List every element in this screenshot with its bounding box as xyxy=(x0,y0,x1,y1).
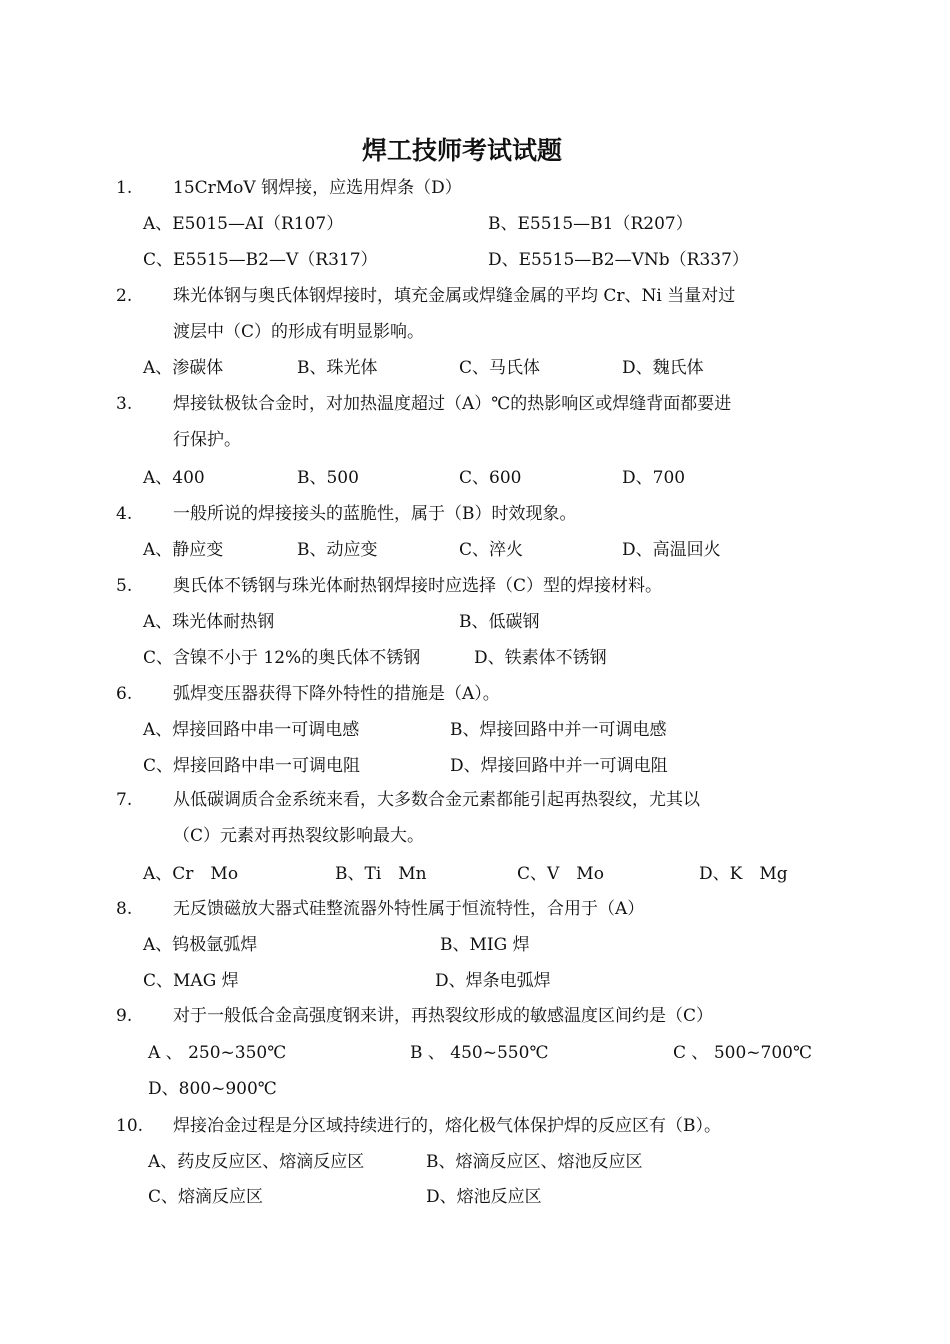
option-b: B、E5515—B1（R207） xyxy=(488,214,693,234)
option-a: A、钨极氩弧焊 xyxy=(143,935,258,955)
option-d: D、熔池反应区 xyxy=(426,1187,542,1207)
option-c: C、焊接回路中串一可调电阻 xyxy=(143,756,361,776)
option-a: A、药皮反应区、熔滴反应区 xyxy=(148,1152,365,1172)
question-number: 3. xyxy=(116,394,133,414)
option-c: C、马氏体 xyxy=(459,358,541,378)
option-d: D、铁素体不锈钢 xyxy=(474,648,607,668)
option-a: A、渗碳体 xyxy=(143,358,224,378)
option-d: D、700 xyxy=(622,468,686,488)
option-c: C、淬火 xyxy=(459,540,524,560)
option-c: C、600 xyxy=(459,468,522,488)
option-b: B、低碳钢 xyxy=(459,612,540,632)
option-c: C、含镍不小于 12%的奥氏体不锈钢 xyxy=(143,648,421,668)
option-d: D、E5515—B2—VNb（R337） xyxy=(488,250,749,270)
option-a: A、焊接回路中串一可调电感 xyxy=(143,720,360,740)
option-b: B、焊接回路中并一可调电感 xyxy=(450,720,667,740)
question-number: 10. xyxy=(116,1116,144,1136)
question-text: 从低碳调质合金系统来看，大多数合金元素都能引起再热裂纹，尤其以 xyxy=(173,790,700,810)
option-c: C 、 500~700℃ xyxy=(673,1043,812,1063)
question-number: 7. xyxy=(116,790,133,810)
question-text-continued: （C）元素对再热裂纹影响最大。 xyxy=(173,826,425,846)
option-a: A、400 xyxy=(143,468,205,488)
option-c: C、熔滴反应区 xyxy=(148,1187,264,1207)
option-a: A 、 250~350℃ xyxy=(148,1043,287,1063)
option-a: A、珠光体耐热钢 xyxy=(143,612,275,632)
question-number: 9. xyxy=(116,1006,133,1026)
option-c: C、V Mo xyxy=(517,864,604,884)
question-text: 对于一般低合金高强度钢来讲，再热裂纹形成的敏感温度区间约是（C） xyxy=(173,1006,714,1026)
question-number: 5. xyxy=(116,576,133,596)
option-b: B、珠光体 xyxy=(297,358,378,378)
question-text: 焊接冶金过程是分区域持续进行的，熔化极气体保护焊的反应区有（B）。 xyxy=(173,1116,721,1136)
option-c: C、MAG 焊 xyxy=(143,971,239,991)
question-text: 焊接钛极钛合金时，对加热温度超过（A）℃的热影响区或焊缝背面都要进 xyxy=(173,394,732,414)
page-title: 焊工技师考试试题 xyxy=(361,136,562,165)
question-text: 无反馈磁放大器式硅整流器外特性属于恒流特性，合用于（A） xyxy=(173,899,645,919)
question-text: 15CrMoV 钢焊接，应选用焊条（D） xyxy=(173,178,462,198)
question-number: 4. xyxy=(116,504,133,524)
question-text: 珠光体钢与奥氏体钢焊接时，填充金属或焊缝金属的平均 Cr、Ni 当量对过 xyxy=(173,286,736,306)
question-number: 2. xyxy=(116,286,133,306)
question-text: 弧焊变压器获得下降外特性的措施是（A）。 xyxy=(173,684,500,704)
question-text-continued: 行保护。 xyxy=(173,430,241,450)
option-b: B、Ti Mn xyxy=(335,864,427,884)
option-d: D、焊接回路中并一可调电阻 xyxy=(450,756,668,776)
option-b: B、MIG 焊 xyxy=(440,935,530,955)
question-number: 6. xyxy=(116,684,133,704)
option-b: B、500 xyxy=(297,468,359,488)
option-a: A、E5015—AI（R107） xyxy=(143,214,344,234)
question-number: 8. xyxy=(116,899,133,919)
question-text-continued: 渡层中（C）的形成有明显影响。 xyxy=(173,322,425,342)
option-d: D、800~900℃ xyxy=(148,1079,277,1099)
option-a: A、Cr Mo xyxy=(143,864,239,884)
option-d: D、焊条电弧焊 xyxy=(435,971,551,991)
option-b: B、熔滴反应区、熔池反应区 xyxy=(426,1152,643,1172)
option-a: A、静应变 xyxy=(143,540,224,560)
question-number: 1. xyxy=(116,178,133,198)
option-b: B 、 450~550℃ xyxy=(410,1043,549,1063)
option-c: C、E5515—B2—V（R317） xyxy=(143,250,378,270)
question-text: 一般所说的焊接接头的蓝脆性，属于（B）时效现象。 xyxy=(173,504,577,524)
option-d: D、魏氏体 xyxy=(622,358,704,378)
option-b: B、动应变 xyxy=(297,540,378,560)
option-d: D、K Mg xyxy=(699,864,788,884)
question-text: 奥氏体不锈钢与珠光体耐热钢焊接时应选择（C）型的焊接材料。 xyxy=(173,576,663,596)
option-d: D、高温回火 xyxy=(622,540,721,560)
